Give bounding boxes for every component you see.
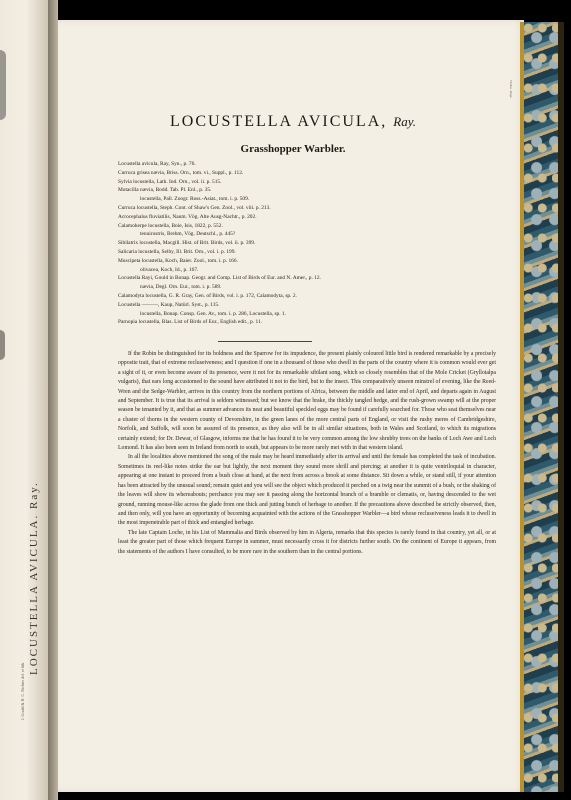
synonym-line: Calamoherpe locustella, Boie, Isis, 1822, p. 552. — [118, 222, 223, 229]
synonym-line: Curruca grisea nævia, Briss. Orn., tom. vi., Suppl., p. 112. — [118, 169, 244, 176]
body-paragraph: The late Captain Loche, in his List of Mammalia and Birds observed by him in Algeria, remarks that this species is rarely found in that country, yet all, or at least the greater part of those which frequent Europe in summer, must necessarily cross it for districts further south. On the continent of Europe it appears, from the statements of the authors I have consulted, to be more rare in the southern than in the central portions. — [118, 529, 496, 555]
body-paragraph: If the Robin be distinguished for its boldness and the Sparrow for its impudence, the present plainly coloured little bird is rendered remarkable by a precisely opposite trait, that of extreme recluseiveness; and I question if one in a thousand of those who dwell in the parts of the country where it is common would ever get a sight of it, or even become aware of its presence, were it not for its remarkable sibilant song, which so closely resembles that of the Mole Cricket (Gryllotalpa vulgaris), that ears long accustomed to the sound have attributed it not to the bird, but to the insect. This comparatively unseen minstrel of evening, like the Reed-Wren and the Sedge-Warbler, arrives in this country from the northern portions of Africa, between the middle and latter end of April, and departs again in August and September. It is true that its arrival is seldom witnessed; but we know that the brake, the thickly tangled hedge, and the rush-grown swamp will at the proper season be tenanted by it, and that as summer advances its neat and beautiful speckled eggs may be found if carefully searched for. Those who seat themselves near a cluster of thorns in the western county of Devonshire, in the green lanes of the more central parts of England, or visit the rushy meres of Cambridgeshire, Norfolk, and Suffolk, will soon be assured of its presence, as they also will be in all similar situations, both in Wales and Scotland, to which its migrations certainly extend; for Dr. Dewar, of Glasgow, informs me that he has found it to be very common among the low shrubby trees on the banks of Loch Awe and Loch Lomond. It has also been seen in Ireland from north to south, but appears to be more rarely met with in that western island. — [118, 351, 496, 452]
synonym-line: Motacilla nævia, Bodd. Tab. Pl. Enl., p. 35. — [118, 187, 212, 194]
bird-illustration-fragment — [0, 50, 6, 120]
synonym-line: Locustella Rayi, Gould in Bonap. Geogr. and Comp. List of Birds of Eur. and N. Amer., p. 12. — [118, 275, 321, 282]
synonym-line: olivacea, Koch, Id., p. 167. — [140, 266, 199, 273]
synonym-line: Parnopia locustella, Blas. List of Birds of Eur., English edit., p. 11. — [118, 319, 262, 326]
synonym-line: Salicaria locustella, Selby, Ill. Brit. Orn., vol. i. p. 199. — [118, 248, 236, 255]
scientific-name: LOCUSTELLA AVICULA, — [169, 113, 388, 130]
author-name: Ray. — [393, 114, 416, 129]
plate-title: LOCUSTELLA AVICULA. Ray. — [28, 481, 40, 675]
body-paragraph: In all the localities above mentioned the song of the male may be heard immediately after its arrival and until the female has completed the task of incubation. Sometimes its reel-like notes strike the ear but lightly, the next moment they sound more shrill and piercing; at another it is quite ventriloquial in character, appearing at one instant to proceed from a bush close at hand, at the next from across a brook at some distance. Sit down a while, or stand still, if your attention has been attracted by the unusual sound; remain quiet and you will see the object which produced it perched on a twig near the summit of a bush, or the shaking of the leaves will show its whereabouts; perchance you may see it passing along the horizontal branch of a bramble or clematis, or, having descended to the wet ground, running mouse-like across the glade from one thick and jutting bunch of herbage to another. If the precautions above described be strictly observed, then, and then only, will you have an opportunity of becoming acquainted with the actions of the Grasshopper Warbler—a bird whose recluseiveness leads it to dwell in the most impenetrable part of thick and entangled herbage. — [118, 454, 496, 527]
common-name: Grasshopper Warbler. — [240, 143, 346, 155]
synonymy-list — [118, 160, 498, 327]
marbled-endpaper — [524, 22, 558, 792]
page-title — [58, 113, 528, 131]
synonym-line: locustella, Pall. Zoogr. Ross.-Asiat., tom. i. p. 509. — [140, 196, 250, 203]
section-divider — [218, 341, 312, 342]
synonym-line: Sibilatrix locustella, Macgill. Hist. of Brit. Birds, vol. ii. p. 399. — [118, 240, 256, 247]
margin-note: Walter, Impr. — [509, 80, 513, 99]
synonym-line: Curruca locustella, Steph. Cont. of Shaw's Gen. Zool., vol. viii. p. 213. — [118, 204, 271, 211]
bird-illustration-fragment — [0, 330, 5, 360]
facing-plate-page — [0, 0, 48, 800]
synonym-line: nævia, Degl. Orn. Eur., tom. i. p. 589. — [140, 284, 222, 291]
synonym-line: Locustella avicula, Ray, Syn., p. 76. — [118, 161, 196, 167]
synonym-line: Locustella ———, Kaup, Natürl. Syst., p. 115. — [118, 301, 220, 308]
synonym-line: Acrocephalus fluviatilis, Naum. Vög. Alte Ausg-Nachtr., p. 202. — [118, 213, 257, 220]
synonym-line: tenuirostris, Brehm, Vög. Deutschl., p. 445? — [140, 231, 236, 238]
synonym-line: Calamodyta locustella, G. R. Gray, Gen. of Birds, vol. i. p. 172, Calamodyta, sp. 2. — [118, 292, 297, 299]
synonym-line: locustella, Bonap. Consp. Gen. Av., tom. i. p. 286, Locustella, sp. 1. — [140, 310, 286, 317]
article-body — [118, 350, 496, 557]
synonym-line: Muscipeta locustella, Koch, Baier. Zool., tom. i. p. 166. — [118, 257, 238, 264]
cover-edge — [558, 22, 564, 792]
book-gutter — [48, 0, 58, 800]
synonym-line: Sylvia locustella, Lath. Ind. Orn., vol. ii. p. 515. — [118, 178, 222, 185]
plate-credit: J. Gould & H. C. Richter del. et lith. — [20, 661, 25, 720]
